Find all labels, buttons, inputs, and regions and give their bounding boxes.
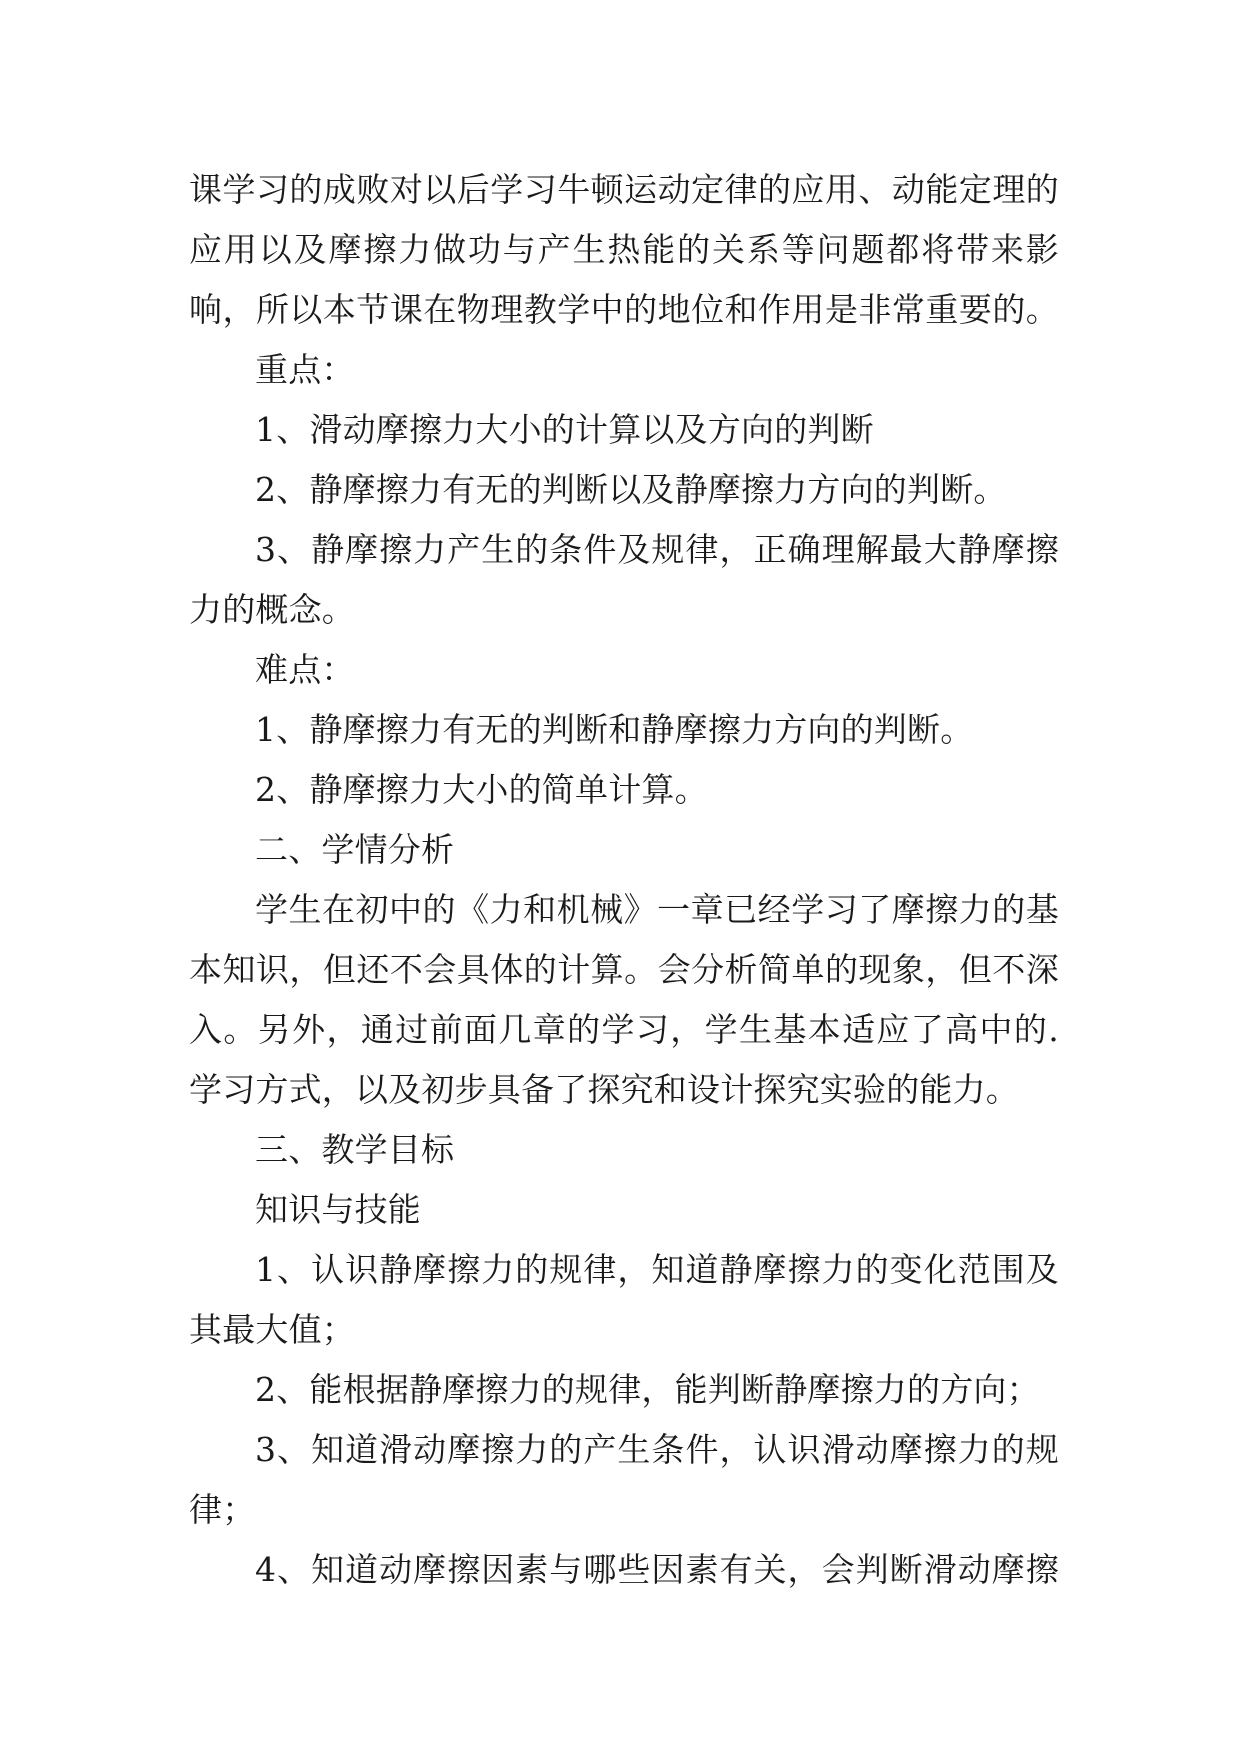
paragraph-line: 课学习的成败对以后学习牛顿运动定律的应用、动能定理的 (189, 170, 1059, 209)
list-item: 2、静摩擦力有无的判断以及静摩擦力方向的判断。 (255, 470, 1007, 509)
list-item: 2、能根据静摩擦力的规律，能判断静摩擦力的方向； (255, 1370, 1040, 1409)
section-label-difficulties: 难点： (255, 650, 355, 689)
list-item: 2、静摩擦力大小的简单计算。 (255, 770, 708, 809)
list-item-continuation: 力的概念。 (189, 590, 355, 629)
paragraph-line: 学生在初中的《力和机械》一章已经学习了摩擦力的基 (255, 890, 1059, 929)
paragraph-line: 应用以及摩擦力做功与产生热能的关系等问题都将带来影 (189, 230, 1059, 269)
list-item: 1、认识静摩擦力的规律，知道静摩擦力的变化范围及 (255, 1250, 1059, 1289)
paragraph-line: 响，所以本节课在物理教学中的地位和作用是非常重要的。 (189, 290, 1059, 329)
list-item: 1、滑动摩擦力大小的计算以及方向的判断 (255, 410, 874, 449)
subsection-heading-knowledge-skills: 知识与技能 (255, 1190, 421, 1229)
list-item: 3、知道滑动摩擦力的产生条件，认识滑动摩擦力的规 (255, 1430, 1059, 1469)
list-item: 4、知道动摩擦因素与哪些因素有关，会判断滑动摩擦 (255, 1550, 1059, 1589)
section-label-key-points: 重点： (255, 350, 355, 389)
list-item: 1、静摩擦力有无的判断和静摩擦力方向的判断。 (255, 710, 974, 749)
section-heading-teaching-goals: 三、教学目标 (255, 1130, 455, 1169)
list-item-continuation: 律； (189, 1490, 256, 1529)
document-body (189, 160, 1059, 1600)
paragraph-line: 学习方式，以及初步具备了探究和设计探究实验的能力。 (189, 1070, 1019, 1109)
section-heading-learner-analysis: 二、学情分析 (255, 830, 455, 869)
list-item-continuation: 其最大值； (189, 1310, 355, 1349)
list-item: 3、静摩擦力产生的条件及规律，正确理解最大静摩擦 (255, 530, 1059, 569)
paragraph-line: 入。另外，通过前面几章的学习，学生基本适应了高中的. (189, 1010, 1059, 1049)
paragraph-line: 本知识，但还不会具体的计算。会分析简单的现象，但不深 (189, 950, 1059, 989)
